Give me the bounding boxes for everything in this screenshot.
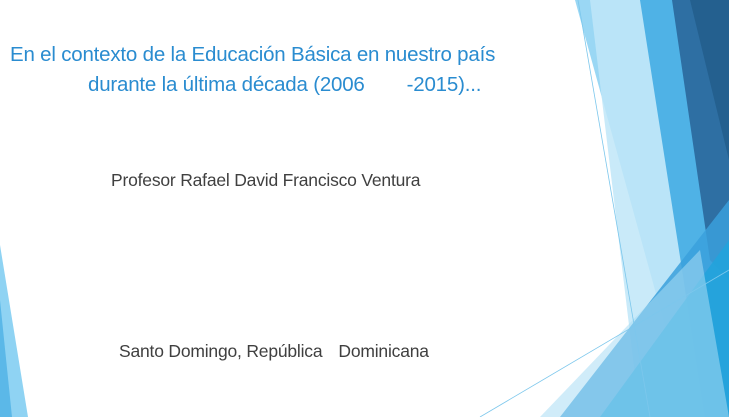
- location-part-2: Dominicana: [338, 341, 429, 361]
- title-line-1: En el contexto de la Educación Básica en nuestro país: [10, 43, 496, 66]
- title-line-2: [88, 70, 481, 99]
- location: [119, 341, 429, 362]
- title-line-2-part-2: -2015)...: [406, 73, 482, 96]
- location-part-1: Santo Domingo, República: [119, 341, 323, 361]
- title-line-2-part-1: durante la última década (2006: [88, 73, 365, 96]
- author-name: Profesor Rafael David Francisco Ventura: [111, 170, 421, 190]
